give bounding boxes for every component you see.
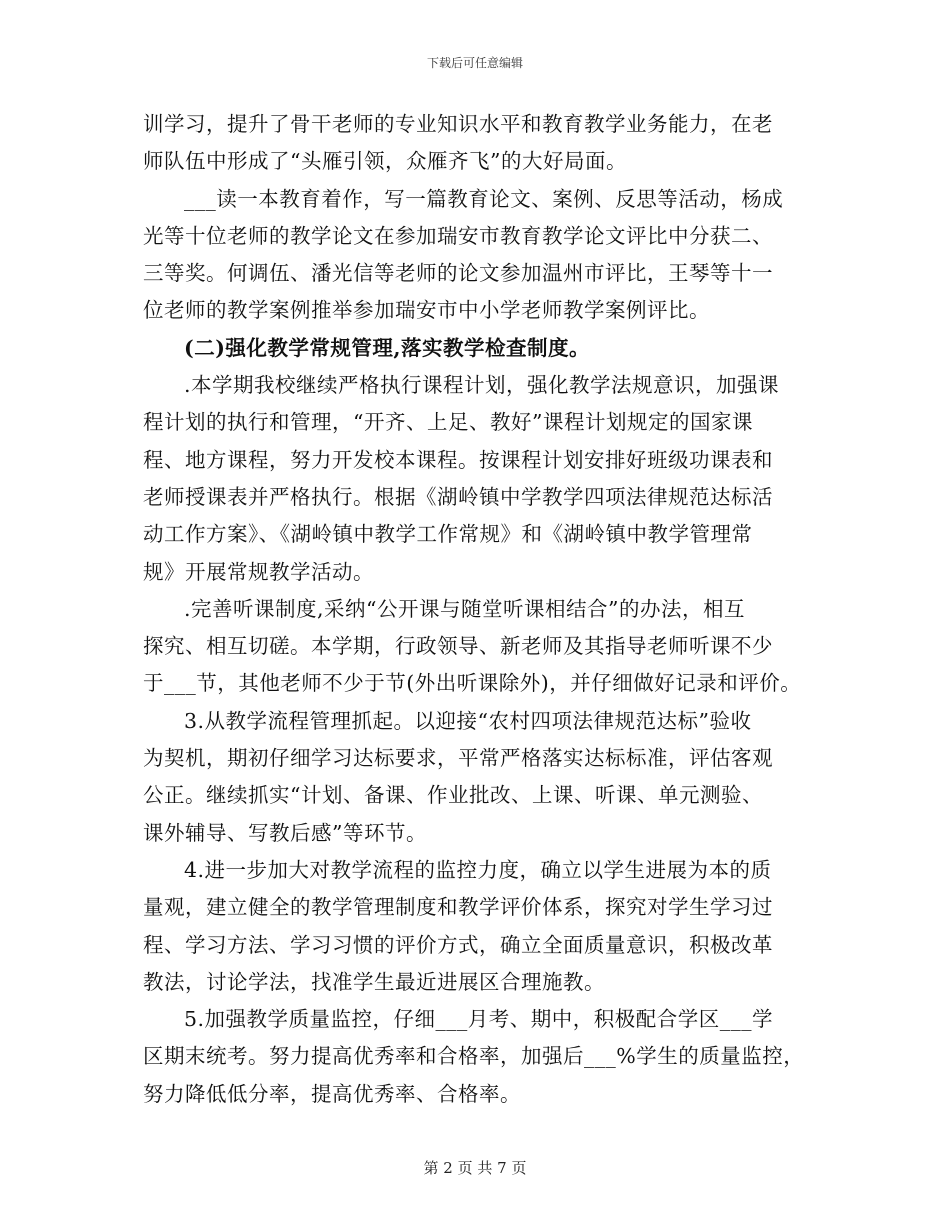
text-line: 动工作方案》、《湖岭镇中教学工作常规》和《湖岭镇中教学管理常 [143,522,753,547]
text-line: .完善听课制度,采纳“公开课与随堂听课相结合”的办法，相互 [184,596,745,621]
text-line: 5.加强教学质量监控，仔细___月考、期中，积极配合学区___学 [184,1007,774,1032]
text-line: 程计划的执行和管理，“开齐、上足、教好”课程计划规定的国家课 [143,410,753,435]
section-heading: (二)强化教学常规管理,落实教学检查制度。 [184,335,591,360]
text-line: 规》开展常规教学活动。 [143,559,374,584]
text-line: 程、学习方法、学习习惯的评价方式，确立全面质量意识，积极改革 [143,932,773,957]
text-line: 老师授课表并严格执行。根据《湖岭镇中学教学四项法律规范达标活 [143,484,773,509]
document-body [143,106,823,1113]
text-line: 光等十位老师的教学论文在参加瑞安市教育教学论文评比中分获二、 [143,223,773,248]
text-line: 教法，讨论学法，找准学生最近进展区合理施教。 [143,969,605,994]
text-line: 量观，建立健全的教学管理制度和教学评价体系，探究对学生学习过 [143,895,773,920]
text-line: 课外辅导、写教后感”等环节。 [143,820,427,845]
text-line: 努力降低低分率，提高优秀率、合格率。 [143,1081,521,1106]
text-line: 三等奖。何调伍、潘光信等老师的论文参加温州市评比，王琴等十一 [143,261,773,286]
text-line: 探究、相互切磋。本学期，行政领导、新老师及其指导老师听课不少 [143,634,773,659]
text-line: 训学习，提升了骨干老师的专业知识水平和教育教学业务能力，在老 [143,112,773,136]
text-line: 为契机，期初仔细学习达标要求，平常严格落实达标标准，评估客观 [143,746,773,771]
text-line: 公正。继续抓实“计划、备课、作业批改、上课、听课、单元测验、 [143,783,763,808]
page-header: 下载后可任意编辑 [426,56,523,70]
text-line: 区期末统考。努力提高优秀率和合格率，加强后___%学生的质量监控， [143,1044,805,1069]
text-line: 师队伍中形成了“头雁引领，众雁齐飞”的大好局面。 [143,149,627,174]
text-line: ___读一本教育着作，写一篇教育论文、案例、反思等活动，杨成 [184,186,784,211]
text-line: 程、地方课程，努力开发校本课程。按课程计划安排好班级功课表和 [143,447,773,472]
text-line: 位老师的教学案例推举参加瑞安市中小学老师教学案例评比。 [143,298,710,323]
page-footer: 第 2 页 共 7 页 [423,1159,527,1177]
text-line: .本学期我校继续严格执行课程计划，强化教学法规意识，加强课 [184,373,780,398]
text-line: 于___节，其他老师不少于节(外出听课除外)，并仔细做好记录和评价。 [143,671,802,696]
text-line: 3.从教学流程管理抓起。以迎接“农村四项法律规范达标”验收 [184,708,752,733]
text-line: 4.进一步加大对教学流程的监控力度，确立以学生进展为本的质 [184,857,772,882]
